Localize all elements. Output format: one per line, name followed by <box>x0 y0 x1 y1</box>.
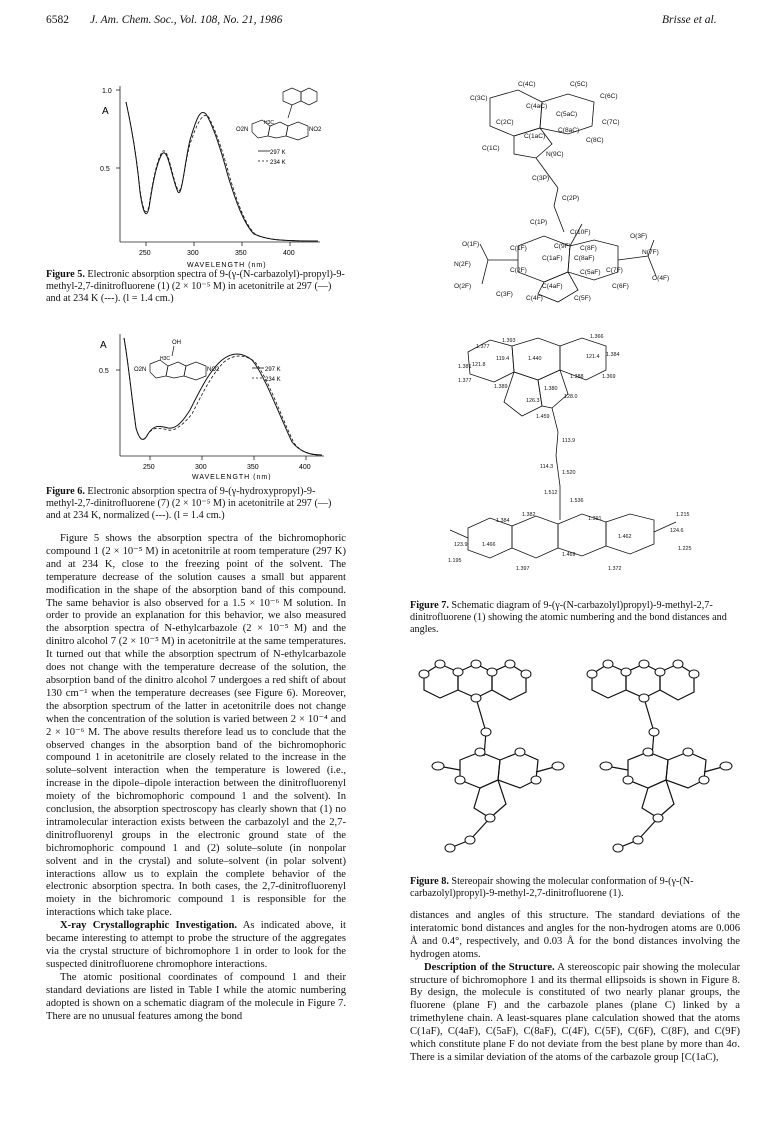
atom-label: C(5C) <box>570 81 588 88</box>
atom-label: C(3P) <box>532 175 550 182</box>
fig6-xlabel: WAVELENGTH (nm) <box>192 474 272 480</box>
fig5-caption-text: Electronic absorption spectra of 9-(γ-(N-carbazolyl)-propyl)-9-methyl-2,7-dinitrofluorene (1) (2 × 10⁻⁵ M) in acetonitrile at 297 (—) and at 234 K (---). (l = 1.4 cm.) <box>46 269 345 304</box>
bond-label: 1.512 <box>544 490 558 496</box>
paragraph-text: A stereoscopic pair showing the molecular structure of bichromophore 1 and its thermal ellipsoids is shown in Figure 8. By design, the molecule is constituted of two nearly planar groups, the fluorene (plane F) and the carbazole planes (plane C) linked by a trimethylene chain. A least-squares plane calculation showed that the atoms C(1aF), C(4aF), C(5aF), C(8aF), C(4F), C(5F), C(6F), C(8F), and C(9F) which constitute plane F do not deviate from the best plane by more than 4σ. There is a similar deviation of the atoms of the carbazole group [C(1aC), <box>410 961 740 1063</box>
atom-label: O(2F) <box>454 283 472 290</box>
atom-label: C(8C) <box>586 137 604 144</box>
atom-label: C(10F) <box>570 229 591 236</box>
fig6-caption-label: Figure 6. <box>46 486 85 497</box>
figure-6-caption <box>46 486 346 522</box>
atom-label: C(6C) <box>600 93 618 100</box>
fig7-atom-labels <box>454 81 669 302</box>
atom-label: C(5F) <box>574 295 591 302</box>
bond-label: 124.6 <box>670 528 684 534</box>
bond-label: 1.384 <box>606 352 620 358</box>
atom-label: C(2P) <box>562 195 580 202</box>
bond-label: 1.440 <box>528 356 542 362</box>
bond-label: 1.384 <box>496 518 510 524</box>
atom-label: C(4C) <box>518 81 536 88</box>
bond-label: 1.369 <box>602 374 616 380</box>
bond-label: 1.380 <box>544 386 558 392</box>
atom-label: N(2F) <box>454 261 471 268</box>
bond-label: 1.393 <box>502 338 516 344</box>
fig6-xtick: 350 <box>247 464 259 471</box>
atom-label: C(2C) <box>496 119 514 126</box>
fig5-curve-297k <box>126 102 318 241</box>
fig5-legend-234: 234 K <box>270 160 286 166</box>
bond-label: 1.536 <box>570 498 584 504</box>
atom-label: C(4aF) <box>542 283 563 290</box>
bond-label: 119.4 <box>496 356 510 362</box>
fig6-curve-297k <box>124 338 322 455</box>
fig6-legend-297: 297 K <box>265 367 281 373</box>
atom-label: C(1aC) <box>524 133 546 140</box>
fig5-xtick: 250 <box>139 250 151 257</box>
atom-label: C(1C) <box>482 145 500 152</box>
fig6-ytick-05: 0.5 <box>99 368 109 375</box>
bond-label: 1.462 <box>618 534 632 540</box>
fig5-inset-o2n: O2N <box>236 127 249 133</box>
bond-label: 1.377 <box>458 378 472 384</box>
bond-label: 1.366 <box>590 334 604 340</box>
fig7-lower-scheme <box>450 338 676 558</box>
atom-label: O(4F) <box>652 275 670 282</box>
running-authors: Brisse et al. <box>662 14 717 26</box>
bond-label: 1.225 <box>678 546 692 552</box>
fig5-curve-234k <box>126 102 318 241</box>
fig5-xtick: 350 <box>235 250 247 257</box>
atom-label: C(7C) <box>602 119 620 126</box>
fig5-inset-no2: NO2 <box>309 127 322 133</box>
figure-5-caption <box>46 269 346 305</box>
bond-label: 1.382 <box>522 512 536 518</box>
left-column-text <box>46 533 346 1023</box>
bond-label: 1.469 <box>562 552 576 558</box>
journal-citation: J. Am. Chem. Soc., Vol. 108, No. 21, 1986 <box>90 14 283 26</box>
fig6-xtick: 250 <box>143 464 155 471</box>
paragraph: Figure 5 shows the absorption spectra of the bichromophoric compound 1 (2 × 10⁻⁵ M) in acetonitrile at room temperature (297 K) and at 234 K, close to the freezing point of the solvent. The temperature decrease of the solution causes a small but apparent modification in the shape of the absorption band of this compound. The same behavior is also observed for a 1.5 × 10⁻⁶ M solution. In order to provide an explanation for this behavior, we also measured the absorption spectra of N-ethylcarbazole (2 × 10⁻⁵ M) and the dinitro alcohol 7 (2 × 10⁻⁵ M) in acetonitrile at the same temperatures. It turned out that while the absorption spectrum of N-ethylcarbazole does not change with the temperature decrease of the solution, the absorption band of the dinitro alcohol 7 undergoes a red shift of about 130 cm⁻¹ when the temperature decreases (see Figure 6). Moreover, the absorption spectrum of the latter in acetonitrile does not change when the concentration of the solution is varied between 2 × 10⁻⁴ and 2 × 10⁻⁶ M. The above results therefore lead us to conclude that the observed changes in the absorption band of the bichromophoric compound 1 in acetonitrile are closely related to the increase in the solute–solvent interaction when the temperature is lowered (i.e., increase in the dipole–dipole interaction between the dinitrofluorenyl moiety of the bichromophoric compound 1 and the solvent). In conclusion, the absorption spectroscopy has clearly shown that (1) no intramolecular interaction exists between the carbazolyl and the 2,7-dinitrofluorenyl groups in the electronic ground state of the bichromophoric compound 1 and (2) solute–solute (in nonpolar solvent and in the crystal) and solute–solvent (in polar solvent) interactions allow us to explain the complete behavior of the electronic absorption spectra. In both cases, the 2,7-dinitrofluorenyl moiety in the bichromoric compound 1 is responsible for the interactions which take place. <box>46 533 346 919</box>
atom-label: C(4F) <box>526 295 543 302</box>
fig5-ytick-1: 1.0 <box>102 88 112 95</box>
atom-label: N(7F) <box>642 249 659 256</box>
atom-label: C(8aC) <box>558 127 580 134</box>
bond-label: 1.520 <box>562 470 576 476</box>
fig5-inset-h3c: H3C <box>264 120 275 126</box>
atom-label: C(9F) <box>554 243 571 250</box>
atom-label: C(4aC) <box>526 103 548 110</box>
atom-label: C(7F) <box>606 267 623 274</box>
bond-label: 1.372 <box>608 566 622 572</box>
fig6-inset-no2: NO2 <box>207 367 220 373</box>
atom-label: C(1P) <box>530 219 548 226</box>
atom-label: C(2F) <box>510 267 527 274</box>
fig5-ytick-05: 0.5 <box>100 166 110 173</box>
fig5-xtick: 300 <box>187 250 199 257</box>
section-heading: X-ray Crystallographic Investigation. <box>60 920 238 932</box>
bond-label: 1.215 <box>676 512 690 518</box>
bond-label: 1.377 <box>476 344 490 350</box>
fig6-inset-o2n: O2N <box>134 367 147 373</box>
fig5-xlabel: WAVELENGTH (nm) <box>187 262 267 269</box>
bond-label: 113.9 <box>562 438 576 444</box>
atom-label: C(5aF) <box>580 269 601 276</box>
figure-7-diagram <box>440 76 708 596</box>
fig5-xtick: 400 <box>283 250 295 257</box>
atom-label: O(1F) <box>462 241 480 248</box>
atom-label: C(8aF) <box>574 255 595 262</box>
atom-label: C(3C) <box>470 95 488 102</box>
fig6-xtick: 400 <box>299 464 311 471</box>
figure-5-spectrum <box>82 80 322 270</box>
fig6-legend-234: 234 K <box>265 377 281 383</box>
fig5-inset-structure <box>236 88 322 140</box>
paragraph <box>410 962 740 1065</box>
figure-8-caption <box>410 876 740 900</box>
section-heading: Description of the Structure. <box>424 961 555 973</box>
fig5-panel-letter: A <box>102 106 109 117</box>
bond-label: 123.9 <box>454 542 468 548</box>
fig8-caption-label: Figure 8. <box>410 876 449 887</box>
bond-label: 1.388 <box>570 374 584 380</box>
fig5-legend-297: 297 K <box>270 150 286 156</box>
bond-label: 126.3 <box>526 398 540 404</box>
bond-label: 1.397 <box>516 566 530 572</box>
bond-label: 1.459 <box>536 414 550 420</box>
atom-label: N(9C) <box>546 151 564 158</box>
bond-label: 1.389 <box>494 384 508 390</box>
fig6-inset-oh: OH <box>172 340 181 346</box>
fig6-xtick: 300 <box>195 464 207 471</box>
atom-label: C(3F) <box>496 291 513 298</box>
fig5-caption-label: Figure 5. <box>46 269 85 280</box>
atom-label: C(6F) <box>612 283 629 290</box>
fig6-inset-h3c: H3C <box>160 356 171 362</box>
atom-label: C(5aC) <box>556 111 578 118</box>
fig7-caption-label: Figure 7. <box>410 600 449 611</box>
figure-6-spectrum <box>82 330 327 480</box>
fig6-curve-234k <box>124 338 322 455</box>
fig8-caption-text: Stereopair showing the molecular conformation of 9-(γ-(N-carbazolyl)propyl)-9-methyl-2,7-dinitrofluorene (1). <box>410 876 694 899</box>
figure-8-stereopair <box>410 648 740 868</box>
paragraph-text: As indicated above, it became interesting to attempt to probe the structure of the aggregates via the crystal structure of bichromophore 1 in order to look for the suspected dinitrofluorene chromophore interactions. <box>46 920 346 970</box>
bond-label: 128.0 <box>564 394 578 400</box>
atom-label: C(1aF) <box>542 255 563 262</box>
atom-label: C(1F) <box>510 245 527 252</box>
fig7-caption-text: Schematic diagram of 9-(γ-(N-carbazolyl)propyl)-9-methyl-2,7-dinitrofluorene (1) showing the atomic numbering and the bond distances and angles. <box>410 600 727 635</box>
paragraph: The atomic positional coordinates of compound 1 and their standard deviations are listed in Table I while the atomic numbering adopted is shown on a schematic diagram of the molecule in Figure 7. There are no unusual features among the bond <box>46 971 346 1022</box>
bond-label: 1.195 <box>448 558 462 564</box>
bond-label: 1.466 <box>482 542 496 548</box>
fig7-bond-labels <box>448 334 692 572</box>
fig6-panel-letter: A <box>100 340 107 351</box>
bond-label: 1.381 <box>458 364 472 370</box>
paragraph <box>46 920 346 972</box>
atom-label: C(8F) <box>580 245 597 252</box>
fig6-caption-text: Electronic absorption spectra of 9-(γ-hydroxypropyl)-9-methyl-2,7-dinitrofluorene (7) (2 × 10⁻⁵ M) in acetonitrile at 297 (—) and at 234 K, normalized (---). (l = 1.4 cm.) <box>46 486 332 521</box>
bond-label: 121.4 <box>586 354 600 360</box>
paragraph: distances and angles of this structure. The standard deviations of the interatomic bond distances and angles for the non-hydrogen atoms are 0.006 Å and 0.4°, respectively, and 0.03 Å for the bond distances involving the hydrogen atoms. <box>410 910 740 960</box>
bond-label: 1.391 <box>588 516 602 522</box>
bond-label: 114.3 <box>540 464 554 470</box>
page-number: 6582 <box>46 14 69 26</box>
atom-label: O(3F) <box>630 233 648 240</box>
bond-label: 121.8 <box>472 362 486 368</box>
right-column-text <box>410 910 740 1065</box>
fig6-inset-structure <box>134 340 220 380</box>
figure-7-caption <box>410 600 740 636</box>
